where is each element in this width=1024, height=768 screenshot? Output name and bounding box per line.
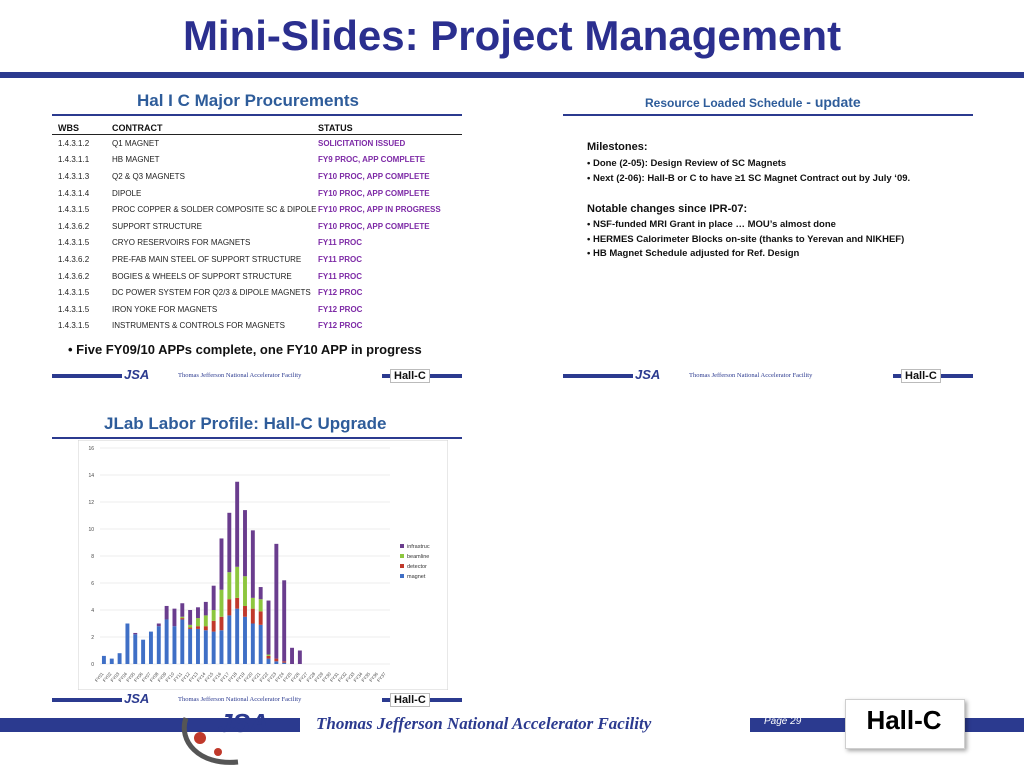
x-tick-label: FY05 bbox=[125, 671, 137, 683]
milestone-item: • Done (2-05): Design Review of SC Magnets bbox=[587, 158, 787, 169]
y-tick-label: 4 bbox=[91, 608, 94, 614]
x-tick-label: FY33 bbox=[344, 671, 356, 683]
legend-label: detector bbox=[407, 564, 427, 570]
x-tick-label: FY01 bbox=[93, 671, 105, 683]
legend-label: beamline bbox=[407, 554, 430, 560]
y-tick-label: 8 bbox=[91, 554, 94, 560]
schedule-title-suffix: - update bbox=[802, 94, 861, 110]
jsa-logo: JSA bbox=[635, 367, 661, 382]
bar-detector bbox=[180, 618, 184, 619]
table-header-row bbox=[52, 121, 462, 135]
schedule-title-main: Resource Loaded Schedule bbox=[645, 96, 803, 110]
status-cell: FY10 PROC, APP COMPLETE bbox=[318, 171, 430, 181]
bar-magnet bbox=[173, 626, 177, 664]
x-tick-label: FY30 bbox=[321, 671, 332, 683]
bar-magnet bbox=[165, 619, 169, 664]
bar-infrastruc bbox=[243, 510, 247, 576]
status-cell: FY10 PROC, APP COMPLETE bbox=[318, 188, 430, 198]
procurements-table bbox=[52, 121, 462, 334]
bar-magnet bbox=[110, 659, 114, 664]
bar-magnet bbox=[227, 615, 231, 664]
bar-magnet bbox=[118, 653, 122, 664]
labor-chart bbox=[78, 440, 448, 690]
jsa-logo: JSA bbox=[124, 367, 150, 382]
footer-facility: Thomas Jefferson National Accelerator Facility bbox=[178, 696, 302, 703]
milestone-text: Next (2-06): Hall-B or C to have ≥1 SC Magnet Contract out by July ‘09. bbox=[592, 173, 911, 184]
y-tick-label: 10 bbox=[88, 527, 94, 533]
x-tick-label: FY08 bbox=[148, 671, 160, 683]
hall-c-label: Hall-C bbox=[866, 705, 942, 735]
labor-title: JLab Labor Profile: Hall-C Upgrade bbox=[104, 414, 387, 433]
x-tick-label: FY21 bbox=[250, 671, 262, 683]
milestones-heading: Milestones: bbox=[587, 141, 648, 153]
bar-infrastruc bbox=[165, 606, 169, 620]
x-tick-label: FY02 bbox=[101, 671, 113, 683]
bar-detector bbox=[188, 628, 192, 629]
jsa-swoosh-logo bbox=[178, 700, 298, 768]
procurements-bullet bbox=[68, 342, 422, 357]
x-tick-label: FY23 bbox=[266, 671, 278, 683]
labor-title-rule bbox=[52, 437, 462, 439]
jsa-logo: JSA bbox=[124, 691, 150, 706]
bar-magnet bbox=[180, 619, 184, 664]
bar-magnet bbox=[133, 634, 137, 664]
x-tick-label: FY31 bbox=[329, 671, 340, 683]
footer-hall: Hall-C bbox=[390, 693, 430, 707]
table-row bbox=[52, 251, 462, 268]
changes-heading: Notable changes since IPR-07: bbox=[587, 203, 748, 215]
procurements-title-rule bbox=[52, 114, 462, 116]
y-tick-label: 2 bbox=[91, 635, 94, 641]
x-tick-label: FY27 bbox=[297, 671, 309, 683]
x-tick-label: FY32 bbox=[336, 671, 348, 683]
bar-infrastruc bbox=[220, 538, 224, 589]
y-tick-label: 16 bbox=[88, 446, 94, 452]
x-tick-label: FY14 bbox=[195, 671, 207, 683]
contract-cell: SUPPORT STRUCTURE bbox=[112, 221, 202, 231]
bar-detector bbox=[204, 626, 208, 630]
bar-infrastruc bbox=[298, 651, 302, 665]
bar-magnet bbox=[267, 659, 271, 664]
y-tick-label: 6 bbox=[91, 581, 94, 587]
status-cell: FY12 PROC bbox=[318, 321, 363, 331]
status-cell: FY11 PROC bbox=[318, 254, 363, 264]
bar-magnet bbox=[282, 663, 286, 664]
bullet-dot: • bbox=[68, 342, 77, 357]
wbs-cell: 1.4.3.1.2 bbox=[58, 138, 90, 148]
contract-cell: CRYO RESERVOIRS FOR MAGNETS bbox=[112, 238, 251, 248]
table-row bbox=[52, 201, 462, 218]
bar-beamline bbox=[259, 599, 263, 611]
y-tick-label: 12 bbox=[88, 500, 94, 506]
schedule-title bbox=[645, 94, 861, 110]
status-cell: FY11 PROC bbox=[318, 271, 363, 281]
contract-header: CONTRACT bbox=[112, 121, 318, 135]
procurements-title: Hal I C Major Procurements bbox=[137, 91, 360, 110]
x-tick-label: FY36 bbox=[368, 671, 380, 683]
x-tick-label: FY19 bbox=[235, 671, 246, 683]
bar-beamline bbox=[196, 618, 200, 626]
milestone-item: • Next (2-06): Hall-B or C to have ≥1 SC Magnet Contract out by July ‘09. bbox=[587, 173, 911, 184]
x-tick-label: FY06 bbox=[133, 671, 144, 683]
bar-magnet bbox=[274, 661, 278, 664]
x-tick-label: FY29 bbox=[313, 671, 325, 683]
legend-swatch bbox=[400, 564, 404, 568]
table-row bbox=[52, 135, 462, 152]
svg-text:JSA: JSA bbox=[218, 708, 269, 738]
legend-swatch bbox=[400, 554, 404, 558]
status-cell: FY10 PROC, APP COMPLETE bbox=[318, 221, 430, 231]
x-tick-label: FY04 bbox=[117, 671, 129, 683]
bar-detector bbox=[196, 626, 200, 629]
x-tick-label: FY12 bbox=[180, 671, 191, 683]
page-title: Mini-Slides: Project Management bbox=[182, 12, 842, 59]
bar-infrastruc bbox=[188, 610, 192, 625]
bar-infrastruc bbox=[133, 633, 137, 634]
bar-infrastruc bbox=[282, 580, 286, 661]
wbs-cell: 1.4.3.1.5 bbox=[58, 321, 90, 331]
x-tick-label: FY37 bbox=[376, 671, 387, 683]
contract-cell: Q2 & Q3 MAGNETS bbox=[112, 171, 185, 181]
milestone-text: Done (2-05): Design Review of SC Magnets bbox=[592, 158, 787, 169]
wbs-cell: 1.4.3.1.5 bbox=[58, 205, 90, 215]
bar-magnet bbox=[235, 609, 239, 664]
table-row bbox=[52, 152, 462, 169]
x-tick-label: FY03 bbox=[109, 671, 121, 683]
bar-magnet bbox=[141, 640, 145, 664]
y-tick-label: 14 bbox=[88, 473, 94, 479]
footer-facility: Thomas Jefferson National Accelerator Facility bbox=[178, 372, 302, 379]
status-cell: FY9 PROC, APP COMPLETE bbox=[318, 155, 426, 165]
change-item: • NSF-funded MRI Grant in place … MOU’s almost done bbox=[587, 219, 836, 230]
x-tick-label: FY07 bbox=[140, 671, 152, 683]
procurements-table-body bbox=[52, 135, 462, 335]
bar-detector bbox=[227, 599, 231, 615]
status-cell: SOLICITATION ISSUED bbox=[318, 138, 406, 148]
bar-magnet bbox=[196, 629, 200, 664]
bar-infrastruc bbox=[204, 602, 208, 616]
x-tick-label: FY15 bbox=[203, 671, 215, 683]
bar-detector bbox=[259, 611, 263, 625]
contract-cell: INSTRUMENTS & CONTROLS FOR MAGNETS bbox=[112, 321, 285, 331]
bar-detector bbox=[282, 661, 286, 662]
x-tick-label: FY09 bbox=[156, 671, 168, 683]
bar-beamline bbox=[243, 576, 247, 606]
wbs-cell: 1.4.3.6.2 bbox=[58, 254, 90, 264]
table-row bbox=[52, 235, 462, 252]
contract-cell: PROC COPPER & SOLDER COMPOSITE SC & DIPOLE bbox=[112, 205, 317, 215]
footer-facility: Thomas Jefferson National Accelerator Facility bbox=[316, 714, 652, 733]
x-tick-label: FY26 bbox=[289, 671, 301, 683]
mini-footer-schedule bbox=[563, 366, 973, 386]
x-tick-label: FY16 bbox=[211, 671, 223, 683]
x-tick-label: FY25 bbox=[282, 671, 293, 683]
legend-swatch bbox=[400, 544, 404, 548]
title-rule bbox=[0, 72, 1024, 78]
bar-magnet bbox=[251, 624, 255, 665]
x-tick-label: FY11 bbox=[172, 671, 184, 683]
procurements-bullet-text: Five FY09/10 APPs complete, one FY10 APP in progress bbox=[76, 342, 422, 357]
table-row bbox=[52, 318, 462, 335]
contract-cell: PRE-FAB MAIN STEEL OF SUPPORT STRUCTURE bbox=[112, 254, 302, 264]
status-cell: FY12 PROC bbox=[318, 304, 363, 314]
contract-cell: IRON YOKE FOR MAGNETS bbox=[112, 304, 218, 314]
bar-detector bbox=[212, 621, 216, 632]
change-text: NSF-funded MRI Grant in place … MOU’s almost done bbox=[592, 219, 836, 230]
bar-infrastruc bbox=[212, 586, 216, 610]
status-cell: FY12 PROC bbox=[318, 288, 363, 298]
bar-infrastruc bbox=[259, 587, 263, 599]
bar-beamline bbox=[180, 617, 184, 618]
contract-cell: Q1 MAGNET bbox=[112, 138, 160, 148]
bar-infrastruc bbox=[274, 544, 278, 659]
bar-beamline bbox=[204, 615, 208, 626]
x-tick-label: FY18 bbox=[227, 671, 238, 683]
x-tick-label: FY13 bbox=[187, 671, 199, 683]
bar-magnet bbox=[125, 624, 129, 665]
wbs-header: WBS bbox=[52, 121, 112, 135]
change-item: • HB Magnet Schedule adjusted for Ref. Design bbox=[587, 248, 800, 259]
status-header: STATUS bbox=[318, 121, 462, 135]
bar-infrastruc bbox=[180, 603, 184, 617]
bar-magnet bbox=[243, 617, 247, 664]
bar-infrastruc bbox=[235, 482, 239, 567]
bar-beamline bbox=[220, 590, 224, 617]
bar-beamline bbox=[235, 567, 239, 598]
y-tick-label: 0 bbox=[91, 662, 94, 668]
wbs-cell: 1.4.3.1.5 bbox=[58, 238, 90, 248]
bar-beamline bbox=[267, 655, 271, 656]
bar-infrastruc bbox=[267, 601, 271, 655]
bar-detector bbox=[235, 598, 239, 609]
status-cell: FY10 PROC, APP IN PROGRESS bbox=[318, 205, 441, 215]
bar-beamline bbox=[227, 572, 231, 599]
schedule-title-rule bbox=[563, 114, 973, 116]
bar-beamline bbox=[212, 610, 216, 621]
legend-label: magnet bbox=[407, 574, 426, 580]
change-text: HB Magnet Schedule adjusted for Ref. Design bbox=[592, 248, 800, 259]
legend-swatch bbox=[400, 574, 404, 578]
bar-magnet bbox=[259, 625, 263, 664]
wbs-cell: 1.4.3.1.5 bbox=[58, 288, 90, 298]
contract-cell: BOGIES & WHEELS OF SUPPORT STRUCTURE bbox=[112, 271, 292, 281]
wbs-cell: 1.4.3.1.4 bbox=[58, 188, 90, 198]
contract-cell: DIPOLE bbox=[112, 188, 142, 198]
x-tick-label: FY10 bbox=[164, 671, 176, 683]
bar-detector bbox=[274, 659, 278, 662]
wbs-cell: 1.4.3.6.2 bbox=[58, 271, 90, 281]
bar-detector bbox=[243, 606, 247, 617]
footer-facility: Thomas Jefferson National Accelerator Facility bbox=[689, 372, 813, 379]
legend-label: infrastruc bbox=[407, 544, 430, 550]
status-cell: FY11 PROC bbox=[318, 238, 363, 248]
footer-hall: Hall-C bbox=[901, 369, 941, 383]
bar-magnet bbox=[188, 629, 192, 664]
bar-magnet bbox=[204, 630, 208, 664]
bar-infrastruc bbox=[196, 607, 200, 618]
x-tick-label: FY34 bbox=[352, 671, 364, 683]
change-text: HERMES Calorimeter Blocks on-site (thanks to Yerevan and NIKHEF) bbox=[592, 234, 905, 245]
bar-infrastruc bbox=[290, 648, 294, 664]
bar-detector bbox=[220, 617, 224, 631]
bar-infrastruc bbox=[173, 609, 177, 627]
change-item: • HERMES Calorimeter Blocks on-site (thanks to Yerevan and NIKHEF) bbox=[587, 234, 905, 245]
bar-magnet bbox=[149, 632, 153, 664]
wbs-cell: 1.4.3.1.3 bbox=[58, 171, 90, 181]
x-tick-label: FY17 bbox=[219, 671, 231, 683]
bar-magnet bbox=[102, 656, 106, 664]
table-row bbox=[52, 301, 462, 318]
x-tick-label: FY20 bbox=[242, 671, 254, 683]
wbs-cell: 1.4.3.1.5 bbox=[58, 304, 90, 314]
bar-magnet bbox=[212, 632, 216, 664]
bar-detector bbox=[267, 656, 271, 659]
table-row bbox=[52, 284, 462, 301]
contract-cell: HB MAGNET bbox=[112, 155, 160, 165]
bar-beamline bbox=[188, 625, 192, 628]
bar-infrastruc bbox=[251, 530, 255, 598]
bar-magnet bbox=[220, 630, 224, 664]
x-tick-label: FY28 bbox=[305, 671, 317, 683]
table-row bbox=[52, 168, 462, 185]
table-row bbox=[52, 185, 462, 202]
table-row bbox=[52, 268, 462, 285]
bar-magnet bbox=[157, 626, 161, 664]
x-tick-label: FY22 bbox=[258, 671, 270, 683]
bar-infrastruc bbox=[227, 513, 231, 572]
page-number: Page 29 bbox=[764, 716, 802, 727]
bar-detector bbox=[251, 609, 255, 624]
table-row bbox=[52, 218, 462, 235]
footer-hall: Hall-C bbox=[390, 369, 430, 383]
wbs-cell: 1.4.3.6.2 bbox=[58, 221, 90, 231]
wbs-cell: 1.4.3.1.1 bbox=[58, 155, 90, 165]
mini-footer-procurements bbox=[52, 366, 462, 386]
x-tick-label: FY35 bbox=[360, 671, 372, 683]
contract-cell: DC POWER SYSTEM FOR Q2/3 & DIPOLE MAGNETS bbox=[112, 288, 311, 298]
x-tick-label: FY24 bbox=[274, 671, 285, 683]
bar-infrastruc bbox=[157, 624, 161, 627]
bar-beamline bbox=[251, 598, 255, 609]
